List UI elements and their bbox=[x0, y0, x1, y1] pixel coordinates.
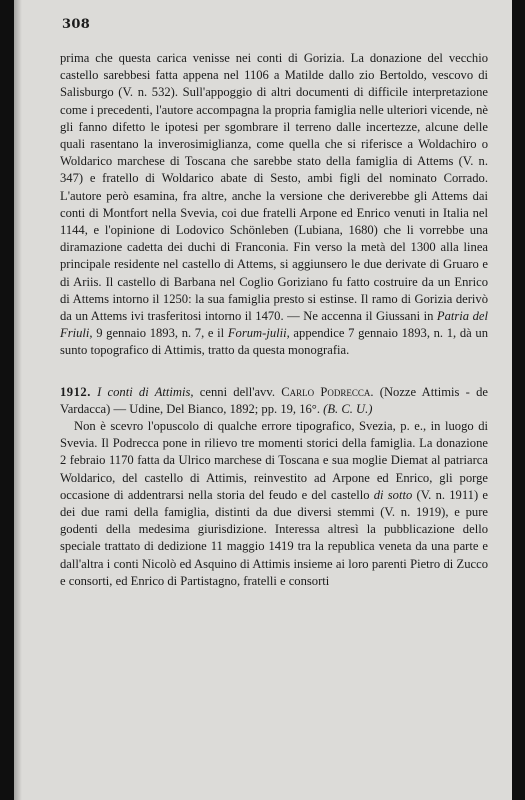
body-text bbox=[60, 50, 488, 590]
paragraph-commentary bbox=[60, 418, 488, 590]
paragraph-1-text-3: appendice 7 gennaio 1893, n. 1, dà un sunto topografico di Attimis, tratto da questa monografia. bbox=[60, 326, 488, 358]
paragraph-2-text-2: (V. n. 1911) e dei due rami della famiglia, distinti da due diversi stemmi (V. n. 1919), e pure godenti della medesima giurisdizione. Interessa altresì la pubblicazione dello speciale trattato di dedizione 11 maggio 1419 tra la republica veneta da una parte e dall'altra i conti Nicolò ed Asquino di Attimis insieme ai loro parenti Pietro di Zucco e consorti, ed Enrico di Partistagno, fratelli e consorti bbox=[60, 487, 489, 588]
entry-text: cenni dell'avv. bbox=[193, 384, 282, 399]
book-page bbox=[14, 0, 512, 800]
entry-title: I conti di Attimis, bbox=[97, 384, 194, 399]
paragraph-continuation bbox=[60, 50, 488, 360]
entry-number: 1912. bbox=[60, 384, 91, 399]
entry-location: (B. C. U.) bbox=[323, 401, 373, 416]
gutter-shadow bbox=[14, 0, 22, 800]
entry-author: Carlo Podrecca. bbox=[281, 384, 374, 399]
page-number: 308 bbox=[62, 17, 91, 32]
journal-title-patria: Patria del Friuli, bbox=[60, 309, 488, 341]
paragraph-1-text-2: 9 gennaio 1893, n. 7, e il bbox=[92, 326, 225, 341]
entry-publication: (Nozze Attimis - de Vardacca) — Udine, Del Bianco, 1892; pp. 19, 16°. bbox=[60, 384, 488, 416]
journal-title-forum-julii: Forum-julii, bbox=[227, 326, 290, 341]
paragraph-2-text: Non è scevro l'opuscolo di qualche errore tipografico, Svezia, p. e., in luogo di Svevia. Il Podrecca pone in rilievo tre momenti storici della famiglia. La donazione 2 febraio 1170 fatta da Ulrico marchese di Toscana e sua moglie Diemat al patriarca Woldarico, del castello di Attimis, reinvestito ad Arpone ed Enrico, gli porge occasione di addentrarsi nella storia del feudo e del castello bbox=[60, 419, 488, 502]
bibliography-entry bbox=[60, 384, 488, 418]
paragraph-1-text: prima che questa carica venisse nei conti di Gorizia. La donazione del vecchio castello sarebbesi fatta appena nel 1106 a Matilde dallo zio Bertoldo, vescovo di Salisburgo (V. n. 532). Sull'appoggio di altri documenti di difficile interpretazione come i precedenti, l'autore accompagna la propria famiglia nelle ulteriori vicende, nè gli fanno difetto le ipotesi per sgombrare il terreno dalle incertezze, alcune delle quali rasentano la inverosimiglianza, come quella che si riferisce a Woldachiro o Woldarico marchese di Toscana che sarebbe stato della famiglia di Attems (V. n. 347) e fratello di Woldarico abate di Sesto, ambi figli del nominato Corrado. L'autore però esamina, fra altre, anche la versione che deriverebbe gli Attems dai conti di Montfort nella Svevia, coi due fratelli Arpone ed Enrico venuti in Italia nel 1144, e l'opinione di Lodovico Schönleben (Lubiana, 1680) che li vorrebbe una diramazione cadetta dei duchi di Franconia. Fin verso la metà del 1300 alla linea principale residente nel castello di Attems, si aggiunsero le due derivate di Gruaro e di Ariis. Il castello di Barbana nel Coglio Goriziano fu fatto costruire da un Enrico di Attems intorno il 1250: la sua famiglia presto si estinse. Il ramo di Gorizia derivò da un Attems ivi trasferitosi intorno il 1470. — Ne accenna il Giussani in bbox=[60, 51, 488, 324]
emphasis-di-sotto: di sotto bbox=[373, 487, 413, 502]
